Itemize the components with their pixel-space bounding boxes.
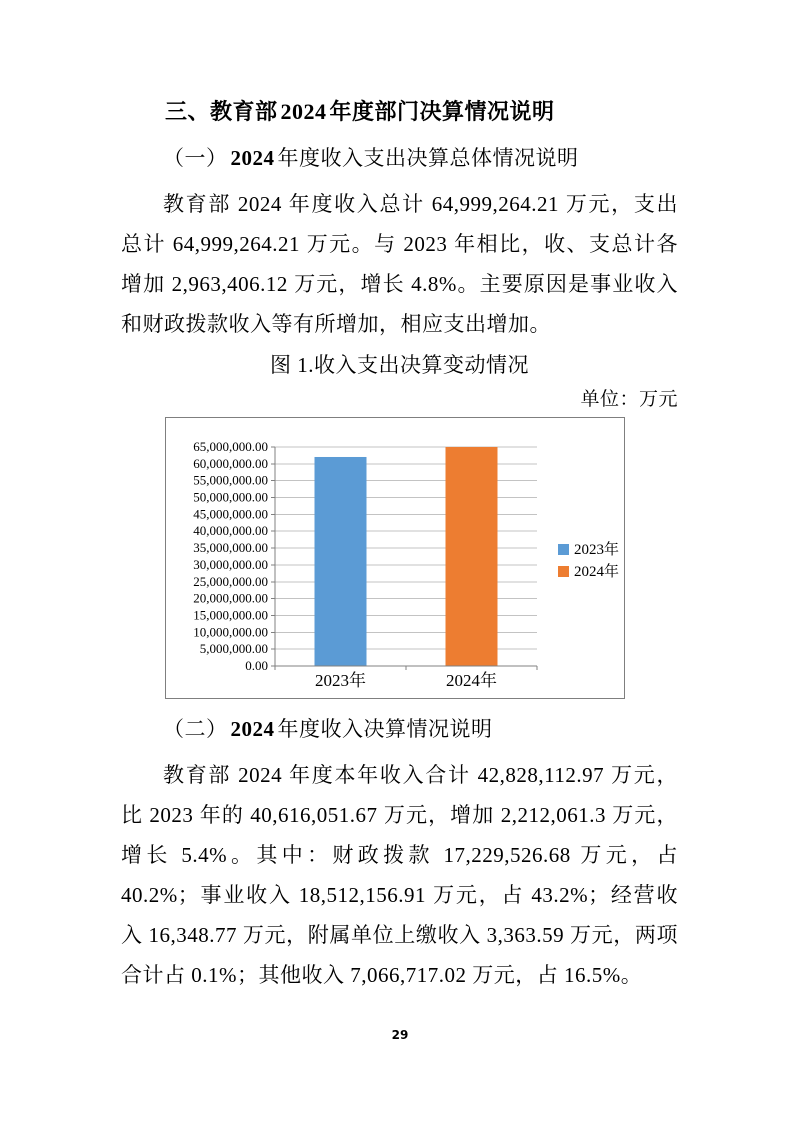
section1-heading — [121, 142, 678, 174]
y-tick-label: 30,000,000.00 — [193, 556, 268, 572]
bar-2024年 — [446, 447, 498, 666]
legend-label: 2023年 — [574, 542, 620, 558]
section2-paren: （二） — [163, 717, 228, 741]
bar-chart-svg — [165, 417, 625, 699]
paragraph-income: 教育部 2024 年度本年收入合计 42,828,112.97 万元，比 2023 年的 40,616,051.67 万元，增加 2,212,061.3 万元，增长 5.4%。其中：财政拨款 17,229,526.68 万元，占 40.2%；事业收入 18,512,156.91 万元，占 43.2%；经营收入 16,348.77 万元，附属单位上缴收入 3,363.59 万元，两项合计占 0.1%；其他收入 7,066,717.02 万元，占 16.5%。 — [121, 763, 678, 987]
y-tick-label: 65,000,000.00 — [193, 439, 268, 454]
figure1-bar-chart — [165, 417, 625, 699]
y-tick-label: 35,000,000.00 — [193, 540, 268, 556]
section2-year: 2024 — [230, 717, 275, 741]
x-category-label: 2023年 — [315, 671, 366, 690]
figure1-unit-label: 单位：万元 — [580, 389, 678, 410]
bar-2023年 — [315, 457, 367, 666]
main-heading — [121, 96, 678, 128]
section2-heading — [121, 713, 678, 745]
main-heading-pre: 三、教育部 — [165, 99, 278, 124]
legend-label: 2024年 — [574, 564, 620, 580]
legend-swatch-2024年 — [558, 566, 569, 577]
figure1-caption: 图 1.收入支出决算变动情况 — [270, 353, 529, 377]
y-tick-label: 5,000,000.00 — [199, 641, 268, 657]
y-tick-label: 10,000,000.00 — [193, 624, 268, 640]
y-tick-label: 45,000,000.00 — [193, 506, 268, 522]
section1-year: 2024 — [230, 146, 275, 170]
section1-rest: 年度收入支出决算总体情况说明 — [277, 146, 579, 170]
y-tick-label: 0.00 — [245, 658, 268, 673]
y-tick-label: 15,000,000.00 — [193, 607, 268, 623]
y-tick-label: 50,000,000.00 — [193, 489, 268, 505]
section1-paren: （一） — [163, 146, 228, 170]
y-tick-label: 20,000,000.00 — [193, 590, 268, 606]
legend-swatch-2023年 — [558, 544, 569, 555]
paragraph-overview: 教育部 2024 年度收入总计 64,999,264.21 万元，支出总计 64,999,264.21 万元。与 2023 年相比，收、支总计各增加 2,963,406.12 万元，增长 4.8%。主要原因是事业收入和财政拨款收入等有所增加，相应支出增加。 — [121, 192, 678, 336]
y-tick-label: 60,000,000.00 — [193, 455, 268, 471]
y-tick-label: 40,000,000.00 — [193, 523, 268, 539]
main-heading-year: 2024 — [280, 99, 327, 124]
main-heading-post: 年度部门决算情况说明 — [329, 99, 555, 124]
section2-rest: 年度收入决算情况说明 — [277, 717, 493, 741]
x-category-label: 2024年 — [446, 671, 497, 690]
page-number: 29 — [391, 1028, 409, 1042]
y-tick-label: 55,000,000.00 — [193, 472, 268, 488]
y-tick-label: 25,000,000.00 — [193, 573, 268, 589]
